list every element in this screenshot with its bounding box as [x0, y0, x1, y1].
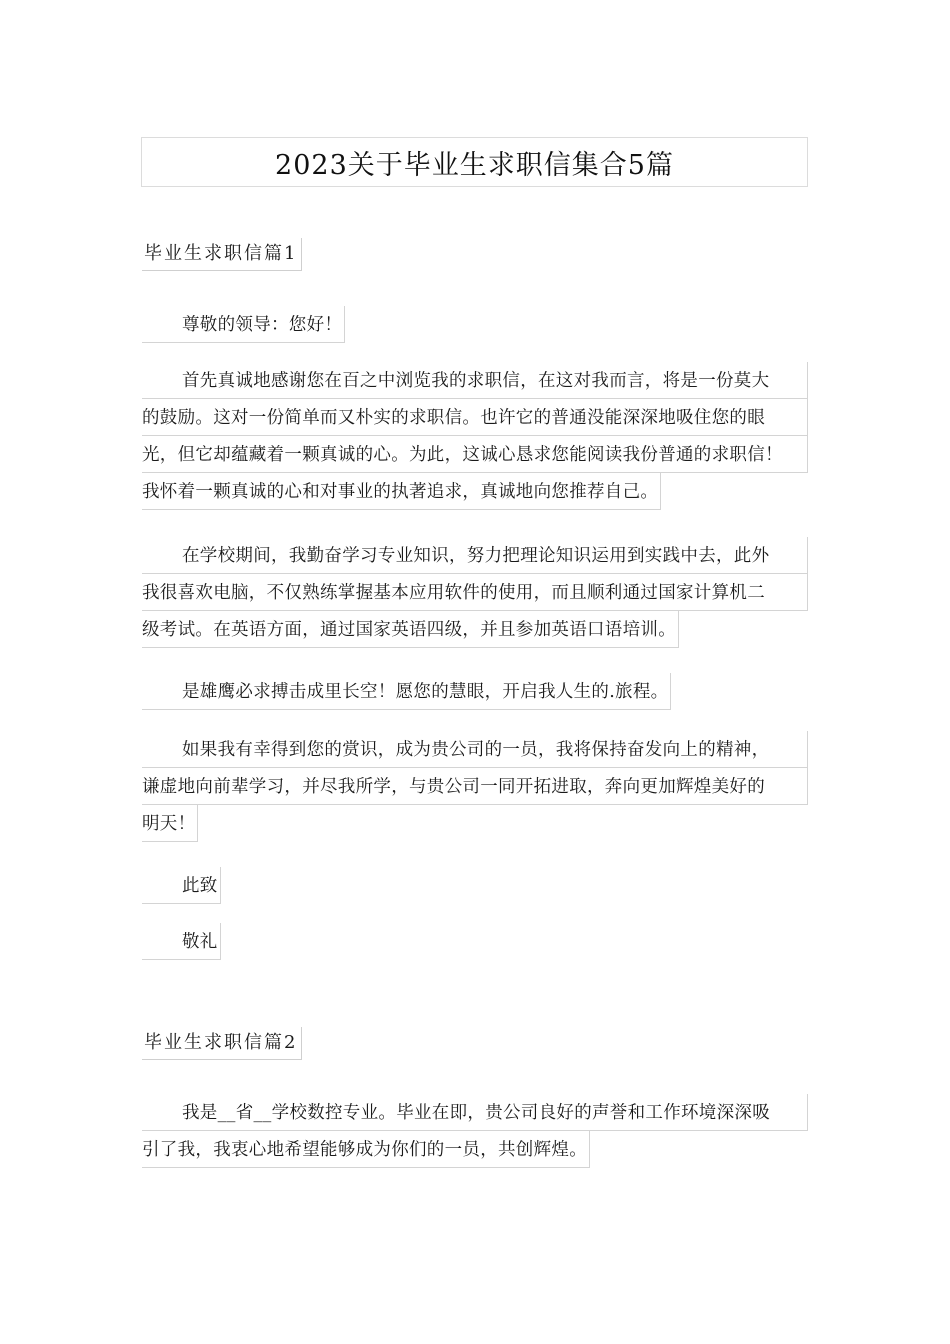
section-heading-2: 毕业生求职信篇2	[142, 1027, 302, 1060]
paragraph-line: 引了我，我衷心地希望能够成为你们的一员，共创辉煌。	[142, 1131, 590, 1168]
paragraph-line: 谦虚地向前辈学习，并尽我所学，与贵公司一同开拓进取，奔向更加辉煌美好的	[142, 768, 808, 805]
paragraph-line: 光，但它却蕴藏着一颗真诚的心。为此，这诚心恳求您能阅读我份普通的求职信！	[142, 436, 808, 473]
paragraph-line: 首先真诚地感谢您在百之中浏览我的求职信，在这对我而言，将是一份莫大	[142, 362, 808, 399]
paragraph-line: 在学校期间，我勤奋学习专业知识，努力把理论知识运用到实践中去，此外	[142, 537, 808, 574]
paragraph-line: 的鼓励。这对一份简单而又朴实的求职信。也许它的普通没能深深地吸住您的眼	[142, 399, 808, 436]
paragraph-intro	[142, 362, 808, 511]
paragraph-section2	[142, 1094, 808, 1169]
paragraph-hope	[142, 731, 808, 843]
paragraph-line: 我是__省__学校数控专业。毕业在即，贵公司良好的声誉和工作环境深深吸	[142, 1094, 808, 1131]
greeting-paragraph	[142, 306, 808, 344]
document-title: 2023关于毕业生求职信集合5篇	[141, 137, 808, 187]
paragraph-line: 级考试。在英语方面，通过国家英语四级，并且参加英语口语培训。	[142, 611, 679, 648]
section-heading-1: 毕业生求职信篇1	[142, 238, 302, 271]
paragraph-line: 如果我有幸得到您的赏识，成为贵公司的一员，我将保持奋发向上的精神，	[142, 731, 808, 768]
closing-regards	[142, 923, 808, 961]
paragraph-line: 是雄鹰必求搏击成里长空！愿您的慧眼，开启我人生的.旅程。	[142, 673, 671, 710]
closing-salutation	[142, 867, 808, 905]
greeting-line: 尊敬的领导：您好！	[142, 306, 345, 343]
paragraph-line: 我怀着一颗真诚的心和对事业的执著追求，真诚地向您推荐自己。	[142, 473, 661, 510]
closing-line: 此致	[142, 867, 221, 904]
paragraph-line: 我很喜欢电脑，不仅熟练掌握基本应用软件的使用，而且顺利通过国家计算机二	[142, 574, 808, 611]
paragraph-school	[142, 537, 808, 649]
paragraph-line: 明天！	[142, 805, 198, 842]
closing-line: 敬礼	[142, 923, 221, 960]
paragraph-eagle	[142, 673, 808, 711]
